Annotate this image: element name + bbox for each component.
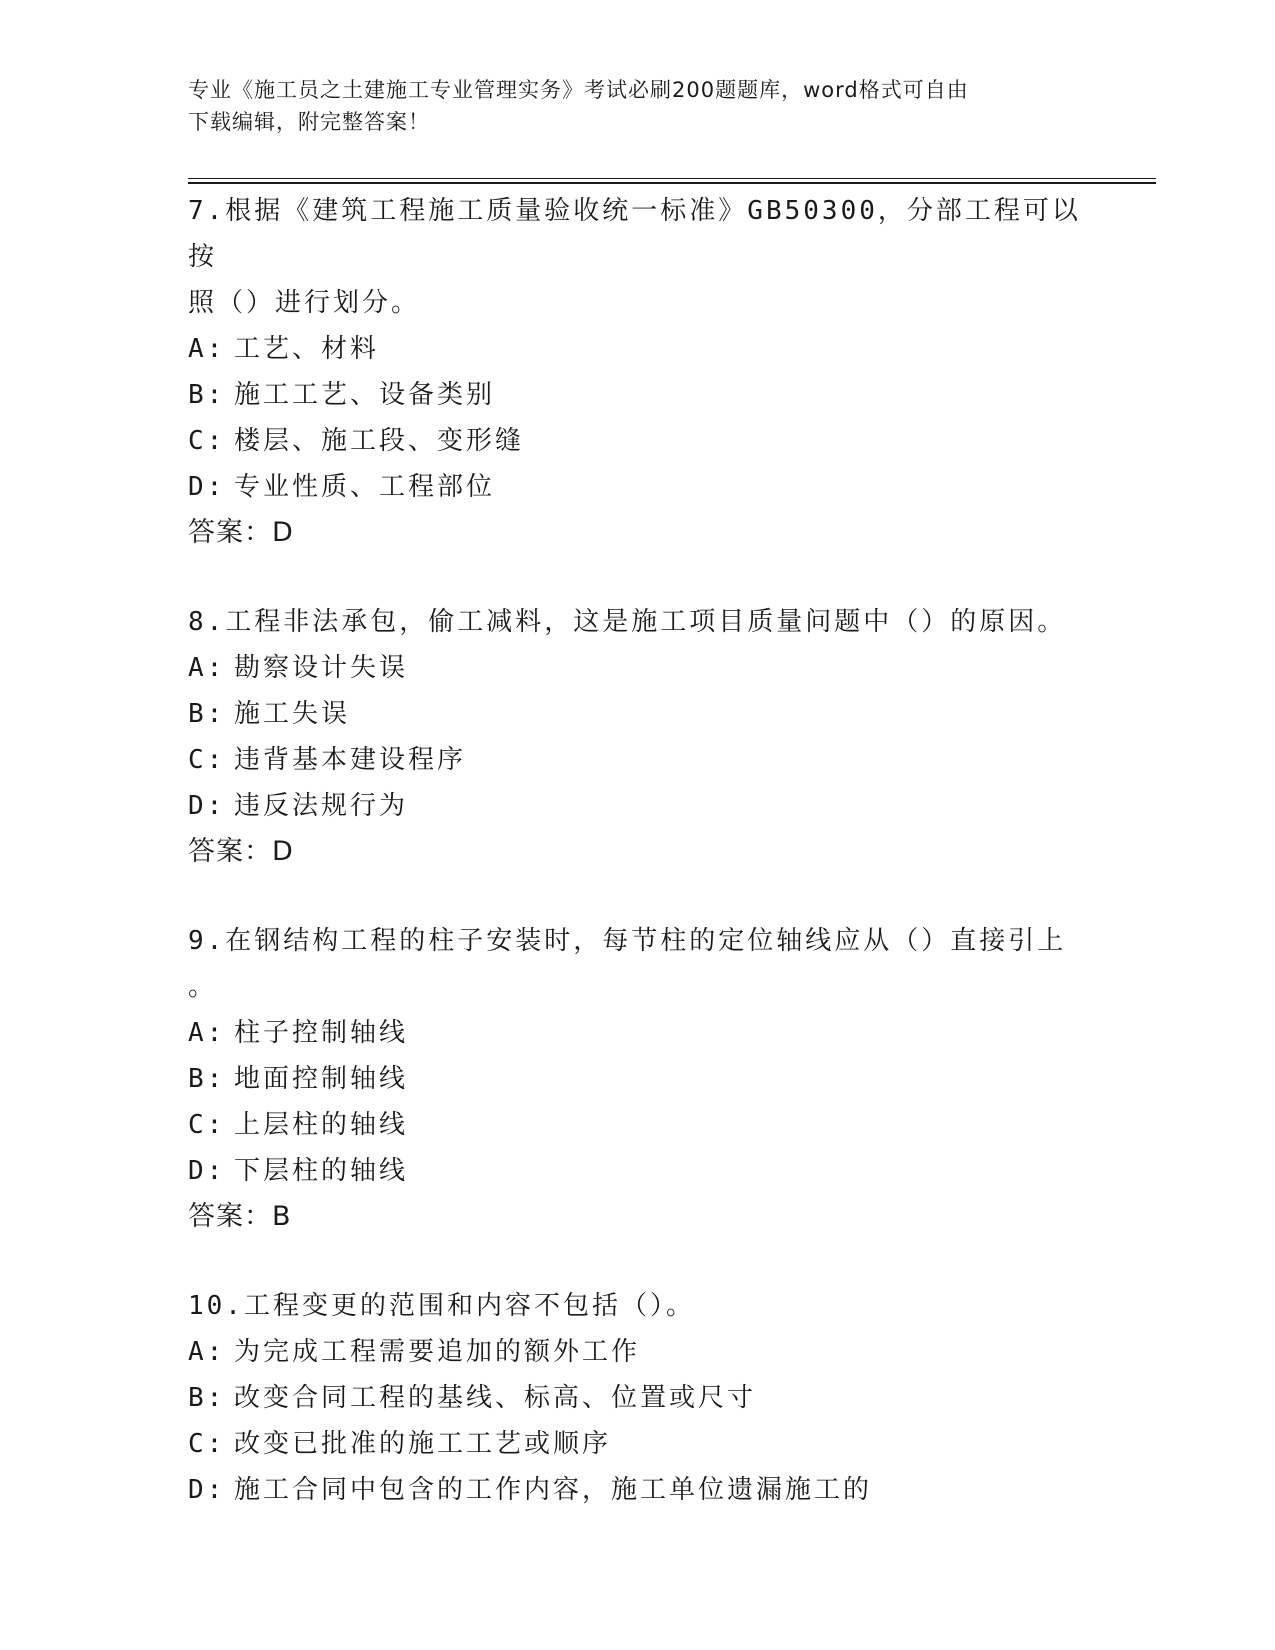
option-letter: C: [188,1110,226,1140]
option-a [188,1010,1088,1056]
question-item [188,918,1088,1240]
option-b [188,691,1088,737]
option-letter: D: [188,791,226,821]
option-text: 违背基本建设程序 [234,745,467,775]
option-text: 专业性质、工程部位 [234,472,496,502]
option-d [188,1467,1088,1513]
option-text: 勘察设计失误 [234,653,409,683]
option-text: 施工合同中包含的工作内容，施工单位遗漏施工的 [234,1475,873,1505]
option-letter: B: [188,1064,226,1094]
option-b [188,1375,1088,1421]
option-letter: D: [188,1475,226,1505]
option-text: 地面控制轴线 [234,1064,409,1094]
option-text: 施工失误 [234,699,351,729]
question-list [188,188,1088,1556]
option-text: 施工工艺、设备类别 [234,380,496,410]
header-divider-thick [188,182,1156,184]
option-letter: A: [188,653,226,683]
option-a [188,1329,1088,1375]
option-c [188,1421,1088,1467]
question-item [188,188,1088,556]
option-letter: A: [188,1337,226,1367]
option-text: 改变合同工程的基线、标高、位置或尺寸 [234,1383,757,1413]
option-letter: B: [188,699,226,729]
answer-label: 答案：D [188,836,294,867]
option-letter: B: [188,1383,226,1413]
option-letter: A: [188,1018,226,1048]
option-text: 楼层、施工段、变形缝 [234,426,525,456]
question-text-line: 。 [188,972,218,1002]
option-a [188,645,1088,691]
option-text: 柱子控制轴线 [234,1018,409,1048]
option-b [188,372,1088,418]
option-text: 改变已批准的施工工艺或顺序 [234,1429,612,1459]
answer-label: 答案：B [188,1201,292,1232]
option-c [188,737,1088,783]
option-letter: B: [188,380,226,410]
question-text-line: 10.工程变更的范围和内容不包括（）。 [188,1291,695,1321]
option-letter: C: [188,426,226,456]
option-a [188,326,1088,372]
option-text: 下层柱的轴线 [234,1156,409,1186]
header-divider-thin [188,178,1156,179]
question-text-line: 照（）进行划分。 [188,288,421,318]
option-letter: C: [188,1429,226,1459]
document-header [188,74,1068,138]
question-item [188,1283,1088,1513]
answer-label: 答案：D [188,517,294,548]
option-c [188,1102,1088,1148]
option-text: 违反法规行为 [234,791,409,821]
option-letter: A: [188,334,226,364]
header-line-2: 下载编辑，附完整答案！ [188,110,430,134]
option-letter: D: [188,1156,226,1186]
option-text: 工艺、材料 [234,334,380,364]
option-d [188,464,1088,510]
option-letter: D: [188,472,226,502]
question-text-line: 8.工程非法承包，偷工减料，这是施工项目质量问题中（）的原因。 [188,607,1067,637]
header-line-1: 专业《施工员之土建施工专业管理实务》考试必刷200题题库，word格式可自由 [188,78,969,102]
option-letter: C: [188,745,226,775]
question-text-line: 7.根据《建筑工程施工质量验收统一标准》GB50300，分部工程可以按 [188,196,1081,272]
question-item [188,599,1088,875]
option-d [188,783,1088,829]
option-d [188,1148,1088,1194]
question-text-line: 9.在钢结构工程的柱子安装时，每节柱的定位轴线应从（）直接引上 [188,926,1067,956]
option-b [188,1056,1088,1102]
option-text: 上层柱的轴线 [234,1110,409,1140]
option-c [188,418,1088,464]
option-text: 为完成工程需要追加的额外工作 [234,1337,641,1367]
